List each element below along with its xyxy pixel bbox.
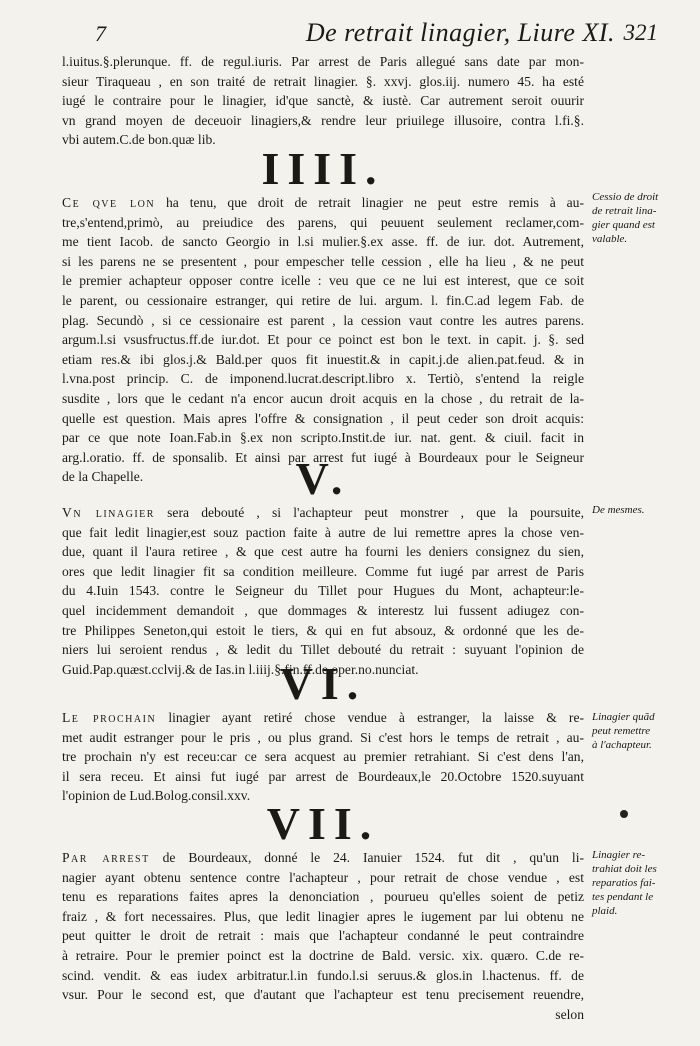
text-line: par ce que note Ioan.Fab.in §.ex non scripto.Instit.de iur. nat. gent. & ciuil. facit in xyxy=(62,430,584,446)
text-line: l.vna.post princip. C. de imponend.lucrat.descript.libro x. Tertiò, s'entend la reigle xyxy=(62,371,584,387)
text-line: ores que ledit linagier fit sa condition meilleure. Comme fut iugé par arrest de Paris xyxy=(62,563,584,579)
lead-line-text: sera debouté , si l'achapteur peut monstrer , que la poursuite, xyxy=(154,505,584,520)
text-line: iugé le contraire pour le linagier, id'que sanctè, & iustè. Car autrement seroit ouurir xyxy=(62,93,584,109)
section-heading: IIII. xyxy=(261,143,385,194)
margin-note-6 xyxy=(592,710,692,752)
text-line: arg.l.oratio. ff. de sponsalib. Et ainsi par arrest fut iugé à Bourdeaux pour le Seigneur xyxy=(62,449,584,465)
text-line: tre prochain n'y est receu:car ce sera acquest au premier retrahiant. Si c'est dens l'an, xyxy=(62,749,584,765)
margin-line: De mesmes. xyxy=(592,504,645,516)
text-line xyxy=(62,708,584,728)
text-line: niers lui seroient rendus , & ledit du Tillet debouté du retrait : suyuant l'opinion de xyxy=(62,642,584,658)
margin-line: Linagier re- xyxy=(592,849,646,861)
text-line: fraiz , & fort necessaires. Plus, que ledit linagier apres le iugement par lui obtenu ne xyxy=(62,908,584,924)
text-line xyxy=(62,503,584,523)
text-line: Guid.Pap.quæst.cclvij.& de Ias.in l.iiij.§.fin.ff.de oper.no.nunciat. xyxy=(62,661,419,677)
opening-paragraph xyxy=(62,52,584,150)
margin-line: gier quand est xyxy=(592,219,655,231)
text-line: peut quitter le droit de retrait : mais que l'achapteur condanné le peut contraindre xyxy=(62,928,584,944)
text-line: à retraire. Pour le premier poinct est la doctrine de Bald. versic. xix. quæro. C.de re- xyxy=(62,947,584,963)
section-heading: VI. xyxy=(279,658,367,709)
text-line xyxy=(62,848,584,868)
text-line: vsur. Pour le second est, que d'autant que l'achapteur est tenu precisement reuendre, xyxy=(62,987,584,1003)
text-line: le premier achapteur opposer contre icelle : veu que ce ne lui est interest, que ce soit xyxy=(62,273,584,289)
lead-words: Par arrest xyxy=(62,850,150,865)
text-line: tre Philippes Seneton,qui estoit le tiers, & qui en fut absouz, & ordonné que les de- xyxy=(62,622,584,638)
text-line: l'opinion de Lud.Bolog.consil.xxv. xyxy=(62,788,251,804)
text-line: scind. vendit. & eas iudex arbitratur.l.in fundo.l.si seruus.& glos.in l.hactenus. ff. de xyxy=(62,967,584,983)
running-header xyxy=(95,18,615,48)
text-line: si les parens ne se presentent , pour empescher telle cession , elle ha lieu , & ne peut xyxy=(62,253,584,269)
lead-line-text: linagier ayant retiré chose vendue à estranger, la laisse & re- xyxy=(156,710,584,725)
folio-number: 321 xyxy=(623,20,658,45)
text-line: l.iuitus.§.plerunque. ff. de regul.iuris. Par arrest de Paris allegué sans date par mon- xyxy=(62,54,584,69)
lead-words: Ce qve lon xyxy=(62,195,156,210)
section-heading: VII. xyxy=(266,798,380,849)
margin-note-4 xyxy=(592,190,692,246)
text-line: susdite , lors que le cedant n'a encor aucun droit acquis en la chose , du retrait de la- xyxy=(62,390,584,406)
text-line: met audit estranger pour le pris , ou plus grand. Si c'est hors le temps de retrait , au- xyxy=(62,729,584,745)
section-7 xyxy=(62,800,584,1024)
margin-line: valable. xyxy=(592,233,628,245)
margin-note-7 xyxy=(592,848,692,918)
text-line: que fait ledit linagier,est souz paction faite à autre de lui remettre apres la chose ven- xyxy=(62,524,584,540)
margin-line: reparatios fai- xyxy=(592,877,656,889)
catchword: selon xyxy=(555,1006,584,1022)
text-line: nagier ayant obtenu sentence contre l'achapteur , pour retrait de chose vendue , est xyxy=(62,869,584,885)
header-number: 7 xyxy=(95,21,106,46)
text-line: vn grand moyen de deceuoir linagiers,& rendre leur priuilege illusoire, contra l.fi.§. xyxy=(62,112,584,128)
margin-line: trahiat doit les xyxy=(592,863,657,875)
text-line: due, quant il l'aura retiree , & que cest autre ha fourni les deniers consignez du sien, xyxy=(62,544,584,560)
text-line: sieur Tiraqueau , en son traité de retrait linagier. §. xxvj. glos.iij. numero 45. ha esté xyxy=(62,73,584,89)
margin-line: plaid. xyxy=(592,905,618,917)
margin-line: Linagier quãd xyxy=(592,711,655,723)
running-title: De retrait linagier, Liure XI. xyxy=(305,18,615,47)
text-line: vbi autem.C.de bon.quæ lib. xyxy=(62,132,216,148)
text-line: plag. Secundò , si ce cessionaire est parent , la cession vaut contre les autres parens. xyxy=(62,312,584,328)
lead-words: Vn linagier xyxy=(62,505,155,520)
text-line: etiam res.& ibi glos.j.& Bald.per quos fit inuestit.& in capit.j.de alien.pat.feud. & in xyxy=(62,351,584,367)
section-6 xyxy=(62,660,584,806)
lead-line-text: de Bourdeaux, donné le 24. Ianuier 1524. fut dit , qu'un li- xyxy=(149,850,584,865)
text-line: quel incidemment demandoit , que dommages & interestz lui fussent adiugez con- xyxy=(62,602,584,618)
text-line: du 4.Iuin 1543. contre le Seigneur du Tillet pour Hugues du Mont, achapteur:le- xyxy=(62,583,584,599)
section-4 xyxy=(62,145,584,487)
text-line: quelle est question. Mais apres l'offre & consignation , il peut ceder son droit acquis: xyxy=(62,410,584,426)
lead-line-text: ha tenu, que droit de retrait linagier ne peut estre remis à au- xyxy=(155,195,584,210)
text-line: argum.l.si vsusfructus.ff.de iur.dot. Et pour ce poinct est bon le text. in capit. j. §. sed xyxy=(62,332,584,348)
section-heading: V. xyxy=(295,453,351,504)
margin-line: de retrait lina- xyxy=(592,205,657,217)
margin-line: Cessio de droit xyxy=(592,191,659,203)
text-line: me tient Iacob. de sancto Georgio in l.si mulier.§.ex asse. ff. de iur. dot. Autrement, xyxy=(62,234,584,250)
text-line: de la Chapelle. xyxy=(62,469,144,485)
text-line: le parent, ou cessionaire estranger, qui retire de lui. argum. l. fin.C.ad legem Fab. de xyxy=(62,292,584,308)
section-5 xyxy=(62,455,584,679)
ink-blot xyxy=(620,810,628,818)
lead-words: Le prochain xyxy=(62,710,157,725)
text-line: il sera receu. Et ainsi fut iugé par arrest de Bourdeaux,le 20.Octobre 1520.suyuant xyxy=(62,768,584,784)
text-line: tre,s'entend,primò, au preiudice des parens, qui peuuent seulement reclamer,com- xyxy=(62,214,584,230)
margin-line: tes pendant le xyxy=(592,891,654,903)
margin-line: à l'achapteur. xyxy=(592,739,652,751)
text-line: tenu es reparations faites apres la denonciation , pourueu qu'elles soient de petiz xyxy=(62,889,584,905)
margin-line: peut remettre xyxy=(592,725,651,737)
text-line xyxy=(62,193,584,213)
margin-note-5 xyxy=(592,503,692,517)
